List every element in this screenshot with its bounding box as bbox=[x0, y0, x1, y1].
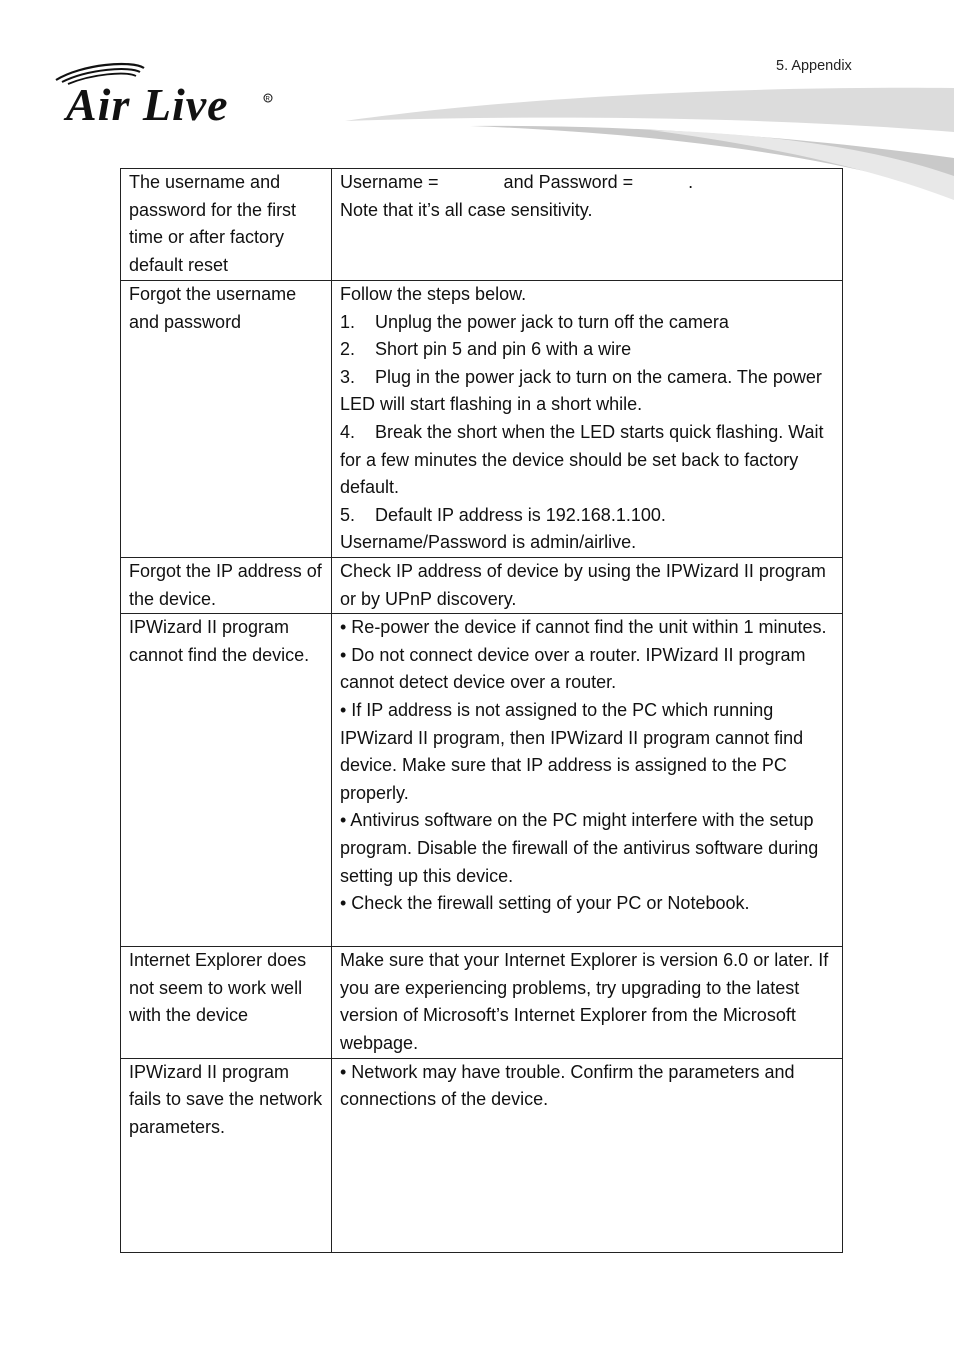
answer-cell bbox=[332, 169, 843, 281]
step-item bbox=[340, 364, 834, 419]
step-number: 3. bbox=[340, 366, 356, 387]
question-cell: IPWizard II program cannot find the device. bbox=[121, 614, 332, 947]
step-item bbox=[340, 419, 834, 502]
answer-cell bbox=[332, 281, 843, 558]
svg-text:R: R bbox=[265, 96, 270, 103]
section-title: 5. Appendix bbox=[776, 58, 852, 74]
airlive-logo bbox=[52, 58, 282, 128]
step-text: Default IP address is 192.168.1.100. Username/Password is admin/airlive. bbox=[340, 504, 666, 553]
step-number: 1. bbox=[340, 311, 356, 332]
step-item bbox=[340, 336, 834, 364]
table-row bbox=[121, 1058, 843, 1252]
answer-line: Username = and Password = . bbox=[340, 172, 694, 192]
question-cell: The username and password for the first time or after factory default reset bbox=[121, 169, 332, 281]
question-cell: IPWizard II program fails to save the network parameters. bbox=[121, 1058, 332, 1252]
bullet-item: • Antivirus software on the PC might interfere with the setup program. Disable the firewall of the antivirus software during setting up this device. bbox=[340, 810, 819, 886]
logo-wordmark: Air Live bbox=[66, 79, 229, 128]
table-row bbox=[121, 558, 843, 614]
step-text: Break the short when the LED starts quick flashing. Wait for a few minutes the device should be set back to factory default. bbox=[340, 421, 824, 498]
table-row bbox=[121, 281, 843, 558]
answer-cell: Check IP address of device by using the IPWizard II program or by UPnP discovery. bbox=[332, 558, 843, 614]
question-cell: Internet Explorer does not seem to work well with the device bbox=[121, 947, 332, 1058]
step-text: Short pin 5 and pin 6 with a wire bbox=[375, 339, 632, 360]
table-row bbox=[121, 947, 843, 1058]
table-row bbox=[121, 169, 843, 281]
question-cell: Forgot the IP address of the device. bbox=[121, 558, 332, 614]
step-number: 5. bbox=[340, 504, 356, 525]
troubleshooting-table bbox=[120, 168, 843, 1253]
bullet-item: • Check the firewall setting of your PC or Notebook. bbox=[340, 893, 750, 914]
answer-intro: Follow the steps below. bbox=[340, 284, 527, 304]
answer-cell: Make sure that your Internet Explorer is version 6.0 or later. If you are experiencing problems, try upgrading to the latest version of Microsoft’s Internet Explorer from the Microsoft webpage. bbox=[332, 947, 843, 1058]
bullet-item: • Re-power the device if cannot find the unit within 1 minutes. bbox=[340, 617, 827, 638]
step-item bbox=[340, 502, 834, 557]
table-row bbox=[121, 614, 843, 947]
bullet-item: • If IP address is not assigned to the PC which running IPWizard II program, then IPWizard II program cannot find device. Make sure that IP address is assigned to the PC properly. bbox=[340, 699, 804, 803]
question-cell: Forgot the username and password bbox=[121, 281, 332, 558]
answer-cell bbox=[332, 1058, 843, 1252]
step-number: 4. bbox=[340, 421, 356, 442]
bullet-item: • Network may have trouble. Confirm the parameters and connections of the device. bbox=[340, 1061, 795, 1110]
step-item bbox=[340, 309, 834, 337]
step-text: Unplug the power jack to turn off the camera bbox=[375, 311, 729, 332]
step-text: Plug in the power jack to turn on the camera. The power LED will start flashing in a short while. bbox=[340, 366, 822, 415]
step-number: 2. bbox=[340, 339, 356, 360]
answer-cell bbox=[332, 614, 843, 947]
answer-line: Note that it’s all case sensitivity. bbox=[340, 199, 593, 220]
bullet-item: • Do not connect device over a router. IPWizard II program cannot detect device over a router. bbox=[340, 644, 806, 693]
